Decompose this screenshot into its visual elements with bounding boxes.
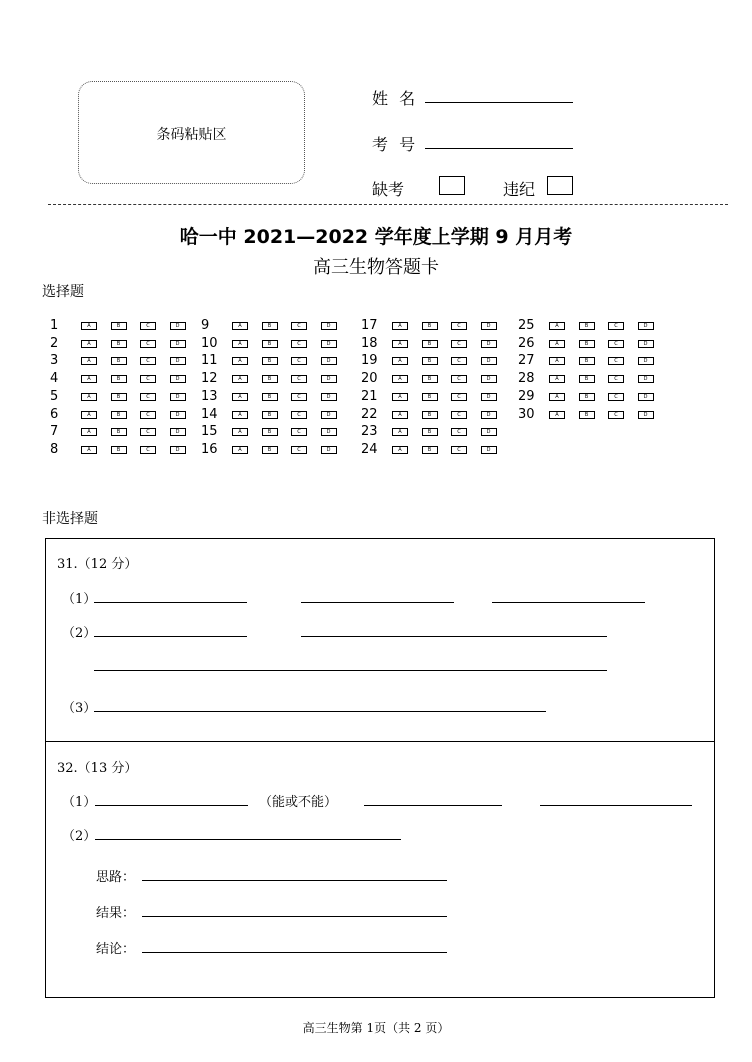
mc-option-bubble-d[interactable]: D (321, 322, 337, 330)
q32-conclusion-blank[interactable] (142, 952, 447, 953)
mc-option-bubble-c[interactable]: C (451, 446, 467, 454)
q32-idea-label: 思路： (96, 870, 136, 885)
mc-option-bubble-d[interactable]: D (481, 428, 497, 436)
mc-option-bubble-a[interactable]: A (549, 411, 565, 419)
mc-option-bubble-b[interactable]: B (262, 446, 278, 454)
q32-box (45, 741, 715, 998)
mc-option-bubble-a[interactable]: A (392, 357, 408, 365)
mc-option-bubble-a[interactable]: A (232, 375, 248, 383)
mc-option-bubble-d[interactable]: D (481, 322, 497, 330)
mc-option-bubble-b[interactable]: B (579, 375, 595, 383)
q32-part1-blank-3[interactable] (540, 805, 692, 806)
mc-option-bubble-b[interactable]: B (422, 322, 438, 330)
mc-option-bubble-b[interactable]: B (262, 340, 278, 348)
mc-option-bubble-d[interactable]: D (170, 446, 186, 454)
mc-question-number: 27 (518, 353, 535, 369)
mc-option-bubble-c[interactable]: C (140, 322, 156, 330)
mc-option-bubble-d[interactable]: D (481, 375, 497, 383)
mc-option-bubble-b[interactable]: B (579, 411, 595, 419)
q31-part1-blank-2[interactable] (301, 602, 454, 603)
mc-option-bubble-b[interactable]: B (262, 428, 278, 436)
mc-option-bubble-c[interactable]: C (140, 411, 156, 419)
mc-option-bubble-c[interactable]: C (140, 375, 156, 383)
mc-question-number: 26 (518, 335, 535, 351)
absent-checkbox[interactable] (439, 176, 465, 195)
mc-question-number: 12 (201, 371, 218, 387)
mc-option-bubble-a[interactable]: A (232, 411, 248, 419)
q31-part1-label: （1） (62, 592, 97, 607)
mc-option-bubble-b[interactable]: B (422, 428, 438, 436)
q32-part2-label: （2） (62, 829, 97, 844)
mc-question-number: 1 (50, 318, 59, 333)
mc-option-bubble-b[interactable]: B (262, 322, 278, 330)
mc-option-bubble-b[interactable]: B (262, 357, 278, 365)
mc-option-bubble-b[interactable]: B (262, 393, 278, 401)
mc-option-bubble-b[interactable]: B (111, 393, 127, 401)
mc-option-bubble-a[interactable]: A (549, 375, 565, 383)
mc-question-number: 6 (50, 406, 59, 422)
mc-option-bubble-a[interactable]: A (392, 322, 408, 330)
cut-line (48, 204, 728, 205)
mc-question-number: 9 (201, 318, 210, 333)
q31-part2-label: （2） (62, 626, 97, 641)
mc-option-bubble-c[interactable]: C (451, 411, 467, 419)
q31-part3-blank[interactable] (94, 711, 546, 712)
mc-option-bubble-d[interactable]: D (170, 357, 186, 365)
mc-option-bubble-d[interactable]: D (481, 446, 497, 454)
mc-option-bubble-b[interactable]: B (111, 357, 127, 365)
q32-idea-blank[interactable] (142, 880, 447, 881)
mc-option-bubble-a[interactable]: A (232, 446, 248, 454)
mc-option-bubble-a[interactable]: A (81, 446, 97, 454)
mc-option-bubble-c[interactable]: C (140, 340, 156, 348)
mc-option-bubble-c[interactable]: C (608, 411, 624, 419)
mc-option-bubble-b[interactable]: B (111, 340, 127, 348)
mc-option-bubble-d[interactable]: D (321, 428, 337, 436)
mc-option-bubble-c[interactable]: C (291, 322, 307, 330)
mc-option-bubble-d[interactable]: D (170, 393, 186, 401)
mc-option-bubble-a[interactable]: A (392, 428, 408, 436)
q32-part1-hint: （能或不能） (259, 795, 338, 810)
mc-option-bubble-c[interactable]: C (451, 357, 467, 365)
mc-option-bubble-d[interactable]: D (481, 393, 497, 401)
mc-option-bubble-c[interactable]: C (451, 393, 467, 401)
mc-option-bubble-d[interactable]: D (638, 375, 654, 383)
mc-question-number: 4 (50, 371, 59, 387)
q31-header: 31.（12 分） (57, 557, 138, 572)
mc-option-bubble-c[interactable]: C (291, 446, 307, 454)
mc-question-number: 15 (201, 424, 218, 440)
mc-question-number: 8 (50, 441, 59, 457)
mc-question-number: 13 (201, 388, 218, 404)
mc-option-bubble-d[interactable]: D (170, 411, 186, 419)
mc-option-bubble-b[interactable]: B (422, 446, 438, 454)
mc-question-number: 24 (361, 441, 378, 457)
mc-question-number: 30 (518, 406, 535, 422)
page-subtitle: 高三生物答题卡 (313, 257, 439, 278)
mc-option-bubble-d[interactable]: D (321, 393, 337, 401)
mc-option-bubble-a[interactable]: A (392, 375, 408, 383)
q31-part2-blank-1[interactable] (94, 636, 247, 637)
mc-option-bubble-b[interactable]: B (422, 375, 438, 383)
mc-option-bubble-d[interactable]: D (638, 411, 654, 419)
mc-option-bubble-c[interactable]: C (451, 428, 467, 436)
violation-checkbox[interactable] (547, 176, 573, 195)
mc-option-bubble-a[interactable]: A (549, 357, 565, 365)
mc-option-bubble-b[interactable]: B (579, 393, 595, 401)
q31-part2-blank-2[interactable] (301, 636, 607, 637)
page-title: 哈一中 2021—2022 学年度上学期 9 月月考 (179, 226, 573, 248)
mc-option-bubble-c[interactable]: C (291, 411, 307, 419)
mc-option-bubble-d[interactable]: D (638, 322, 654, 330)
mc-option-bubble-c[interactable]: C (291, 357, 307, 365)
mc-option-bubble-b[interactable]: B (111, 411, 127, 419)
mc-option-bubble-a[interactable]: A (232, 340, 248, 348)
mc-option-bubble-d[interactable]: D (170, 375, 186, 383)
q32-part2-blank[interactable] (95, 839, 401, 840)
mc-question-number: 25 (518, 318, 535, 333)
q32-part1-label: （1） (62, 795, 97, 810)
q31-part1-blank-1[interactable] (94, 602, 247, 603)
mc-option-bubble-d[interactable]: D (321, 411, 337, 419)
mc-option-bubble-d[interactable]: D (481, 411, 497, 419)
q32-conclusion-label: 结论： (96, 942, 136, 957)
mc-option-bubble-c[interactable]: C (608, 340, 624, 348)
mc-option-bubble-d[interactable]: D (170, 428, 186, 436)
mc-option-bubble-c[interactable]: C (291, 393, 307, 401)
mc-option-bubble-d[interactable]: D (638, 340, 654, 348)
name-label: 姓 名 (372, 89, 419, 108)
mc-option-bubble-a[interactable]: A (232, 357, 248, 365)
non-mc-section-label: 非选择题 (42, 511, 98, 527)
mc-option-bubble-b[interactable]: B (422, 393, 438, 401)
mc-option-bubble-d[interactable]: D (170, 340, 186, 348)
q32-result-blank[interactable] (142, 916, 447, 917)
mc-option-bubble-b[interactable]: B (111, 322, 127, 330)
mc-question-number: 29 (518, 388, 535, 404)
mc-question-number: 7 (50, 424, 59, 440)
mc-option-bubble-b[interactable]: B (579, 357, 595, 365)
mc-option-bubble-a[interactable]: A (549, 322, 565, 330)
mc-option-bubble-c[interactable]: C (451, 375, 467, 383)
mc-option-bubble-d[interactable]: D (481, 340, 497, 348)
mc-question-number: 20 (361, 371, 378, 387)
mc-option-bubble-c[interactable]: C (140, 446, 156, 454)
mc-option-bubble-c[interactable]: C (608, 375, 624, 383)
mc-question-number: 18 (361, 335, 378, 351)
mc-option-bubble-c[interactable]: C (140, 428, 156, 436)
mc-option-bubble-b[interactable]: B (422, 411, 438, 419)
mc-question-number: 3 (50, 353, 59, 369)
q31-part3-label: （3） (62, 701, 97, 716)
mc-option-bubble-a[interactable]: A (392, 446, 408, 454)
mc-option-bubble-a[interactable]: A (392, 393, 408, 401)
name-input-line[interactable] (425, 102, 573, 103)
mc-question-number: 10 (201, 335, 218, 351)
exam-number-label: 考 号 (372, 135, 419, 154)
mc-option-bubble-a[interactable]: A (81, 428, 97, 436)
mc-option-bubble-b[interactable]: B (262, 375, 278, 383)
barcode-label: 条码粘贴区 (156, 127, 227, 143)
mc-option-bubble-d[interactable]: D (481, 357, 497, 365)
mc-option-bubble-c[interactable]: C (291, 428, 307, 436)
mc-question-number: 23 (361, 424, 378, 440)
violation-label: 违纪 (503, 180, 536, 199)
mc-option-bubble-b[interactable]: B (579, 340, 595, 348)
mc-option-bubble-a[interactable]: A (81, 322, 97, 330)
mc-question-number: 17 (361, 318, 378, 333)
mc-option-bubble-a[interactable]: A (549, 393, 565, 401)
mc-option-bubble-a[interactable]: A (392, 411, 408, 419)
q32-part1-blank-2[interactable] (364, 805, 502, 806)
mc-option-bubble-a[interactable]: A (81, 375, 97, 383)
mc-option-bubble-d[interactable]: D (321, 357, 337, 365)
mc-question-number: 22 (361, 406, 378, 422)
mc-option-bubble-b[interactable]: B (111, 446, 127, 454)
q31-part1-blank-3[interactable] (492, 602, 645, 603)
q32-part1-blank-1[interactable] (95, 805, 248, 806)
mc-option-bubble-d[interactable]: D (321, 340, 337, 348)
mc-option-bubble-c[interactable]: C (608, 322, 624, 330)
mc-option-bubble-a[interactable]: A (81, 393, 97, 401)
mc-question-number: 21 (361, 388, 378, 404)
barcode-paste-area (78, 81, 305, 184)
mc-option-bubble-a[interactable]: A (232, 428, 248, 436)
mc-option-bubble-c[interactable]: C (608, 357, 624, 365)
mc-option-bubble-c[interactable]: C (291, 375, 307, 383)
mc-option-bubble-a[interactable]: A (81, 411, 97, 419)
mc-option-bubble-d[interactable]: D (638, 357, 654, 365)
mc-option-bubble-d[interactable]: D (638, 393, 654, 401)
mc-option-bubble-c[interactable]: C (451, 340, 467, 348)
mc-question-number: 2 (50, 335, 59, 351)
mc-option-bubble-a[interactable]: A (81, 357, 97, 365)
q32-result-label: 结果： (96, 906, 136, 921)
mc-option-bubble-d[interactable]: D (321, 446, 337, 454)
mc-option-bubble-b[interactable]: B (422, 340, 438, 348)
mc-question-number: 14 (201, 406, 218, 422)
q31-part2-blank-3[interactable] (94, 670, 607, 671)
mc-option-bubble-b[interactable]: B (422, 357, 438, 365)
mc-option-bubble-a[interactable]: A (81, 340, 97, 348)
mc-option-bubble-b[interactable]: B (579, 322, 595, 330)
mc-option-bubble-b[interactable]: B (262, 411, 278, 419)
mc-question-number: 11 (201, 353, 218, 369)
absent-label: 缺考 (372, 180, 405, 199)
exam-number-input-line[interactable] (425, 148, 573, 149)
mc-question-number: 16 (201, 441, 218, 457)
mc-option-bubble-d[interactable]: D (321, 375, 337, 383)
mc-option-bubble-c[interactable]: C (291, 340, 307, 348)
mc-option-bubble-c[interactable]: C (140, 357, 156, 365)
mc-option-bubble-c[interactable]: C (608, 393, 624, 401)
mc-question-number: 19 (361, 353, 378, 369)
page-footer: 高三生物第 1页（共 2 页） (302, 1021, 450, 1035)
mc-option-bubble-a[interactable]: A (392, 340, 408, 348)
mc-option-bubble-c[interactable]: C (140, 393, 156, 401)
mc-option-bubble-a[interactable]: A (232, 393, 248, 401)
mc-option-bubble-a[interactable]: A (549, 340, 565, 348)
mc-option-bubble-c[interactable]: C (451, 322, 467, 330)
mc-question-number: 28 (518, 371, 535, 387)
mc-option-bubble-d[interactable]: D (170, 322, 186, 330)
mc-section-label: 选择题 (42, 284, 84, 300)
mc-question-number: 5 (50, 388, 59, 404)
mc-option-bubble-b[interactable]: B (111, 428, 127, 436)
mc-option-bubble-b[interactable]: B (111, 375, 127, 383)
q32-header: 32.（13 分） (57, 761, 138, 776)
mc-option-bubble-a[interactable]: A (232, 322, 248, 330)
